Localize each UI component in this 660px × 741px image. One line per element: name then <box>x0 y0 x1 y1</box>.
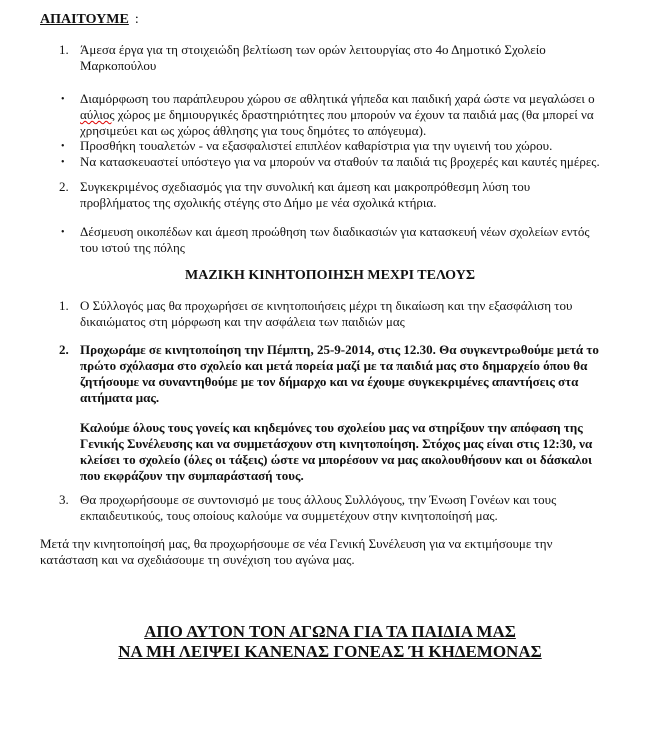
list-number: 1. <box>59 42 69 57</box>
demands-heading-text: ΑΠΑΙΤΟΥΜΕ <box>40 12 129 27</box>
list-text-line: Προσθήκη τουαλετών - να εξασφαλιστεί επιπλέον καθαρίστρια για την υγιεινή του χώρου. <box>80 138 553 153</box>
demands-heading-colon: : <box>134 12 139 27</box>
paragraph-line: Μετά την κινητοποίησή μας, θα προχωρήσουμε σε νέα Γενική Συνέλευση για να εκτιμήσουμε την <box>40 536 553 551</box>
paragraph-line: Γενικής Συνέλευσης και να συμμετάσχουν στη κινητοποίηση. Στόχος μας είναι στις 12:30, να <box>80 436 593 451</box>
list-text-line: Μαρκοπούλου <box>80 58 157 73</box>
list-number: 2. <box>59 179 69 194</box>
list-text-line: Να κατασκευαστεί υπόστεγο για να μπορούν να σταθούν τα παιδιά τις βροχερές και καυτές ημέρες. <box>80 154 600 169</box>
paragraph-line: Καλούμε όλους τους γονείς και κηδεμόνες του σχολείου μας να στηρίξουν την απόφαση της <box>80 420 583 435</box>
paragraph-line: κλείσει το σχολείο (όλες οι τάξεις) ώστε να μπορέσουν να μας ακολουθήσουν και οι δάσκαλοι <box>80 452 592 467</box>
list-text-line: δικαιώματος στη μόρφωση και την ασφάλεια των παιδιών μας <box>80 314 405 329</box>
list-text-line <box>80 107 640 123</box>
list-text-line: ζητήσουμε να συναντηθούμε με τον δήμαρχο και να έχουμε συγκεκριμένες απαντήσεις στα <box>80 374 579 389</box>
list-number: 2. <box>59 342 69 357</box>
list-text-line: Άμεσα έργα για τη στοιχειώδη βελτίωση των ορών λειτουργίας στο 4ο Δημοτικό Σχολείο <box>80 42 546 57</box>
bullet-icon: • <box>61 94 65 105</box>
list-text-line: του ιστού της πόλης <box>80 240 185 255</box>
paragraph-line: που εκφράζουν την συμπαράστασή τους. <box>80 468 304 483</box>
list-text-line: Προχωράμε σε κινητοποίηση την Πέμπτη, 25-9-2014, στις 12.30. Θα συγκεντρωθούμε μετά το <box>80 342 599 357</box>
bullet-icon: • <box>61 227 65 238</box>
spellcheck-flagged-word[interactable]: αύλιος <box>80 107 115 122</box>
mobilization-heading: ΜΑΖΙΚΗ ΚΙΝΗΤΟΠΟΙΗΣΗ ΜΕΧΡΙ ΤΕΛΟΥΣ <box>185 268 475 283</box>
list-text-line: εκπαιδευτικούς, τους οποίους καλούμε να συμμετέχουν στην κινητοποίησή μας. <box>80 508 498 523</box>
list-text-line: χρησιμεύει και ως χώρος άθλησης για τους δημότες το απόγευμα). <box>80 123 427 138</box>
list-text-line: πρώτο σχόλασμα στο σχολείο και μετά πορεία μαζί με τα παιδιά μας στο δημαρχείο όπου θα <box>80 358 588 373</box>
bullet-icon: • <box>61 141 65 152</box>
list-text-line: Δέσμευση οικοπέδων και άμεση προώθηση των διαδικασιών για κατασκευή νέων σχολείων εντός <box>80 224 590 239</box>
demands-heading <box>40 12 139 28</box>
list-text-line: Θα προχωρήσουμε σε συντονισμό με τους άλλους Συλλόγους, την Ένωση Γονέων και τους <box>80 492 557 507</box>
list-text-line: Ο Σύλλογός μας θα προχωρήσει σε κινητοποιήσεις μέχρι τη δικαίωση και την εξασφάλιση του <box>80 298 573 313</box>
list-text-line: Διαμόρφωση του παράπλευρου χώρου σε αθλητικά γήπεδα και παιδική χαρά ώστε να μεγαλώσει ο <box>80 91 595 106</box>
slogan-line: ΝΑ ΜΗ ΛΕΙΨΕΙ ΚΑΝΕΝΑΣ ΓΟΝΕΑΣ Ή ΚΗΔΕΜΟΝΑΣ <box>118 642 542 661</box>
list-number: 3. <box>59 492 69 507</box>
list-text-fragment: χώρος με δημιουργικές δραστηριότητες που μπορούν να έχουν τα παιδιά μας (θα μπορεί να <box>114 107 594 122</box>
bullet-icon: • <box>61 157 65 168</box>
paragraph-line: κατάσταση και να σχεδιάσουμε τη συνέχιση του αγώνα μας. <box>40 552 355 567</box>
list-number: 1. <box>59 298 69 313</box>
slogan-line: ΑΠΟ ΑΥΤΟΝ ΤΟΝ ΑΓΩΝΑ ΓΙΑ ΤΑ ΠΑΙΔΙΑ ΜΑΣ <box>144 622 516 641</box>
list-text-line: αιτήματα μας. <box>80 390 160 405</box>
list-text-line: προβλήματος της σχολικής στέγης στο Δήμο με νέα σχολικά κτήρια. <box>80 195 437 210</box>
list-text-line: Συγκεκριμένος σχεδιασμός για την συνολική και άμεση και μακροπρόθεσμη λύση του <box>80 179 531 194</box>
